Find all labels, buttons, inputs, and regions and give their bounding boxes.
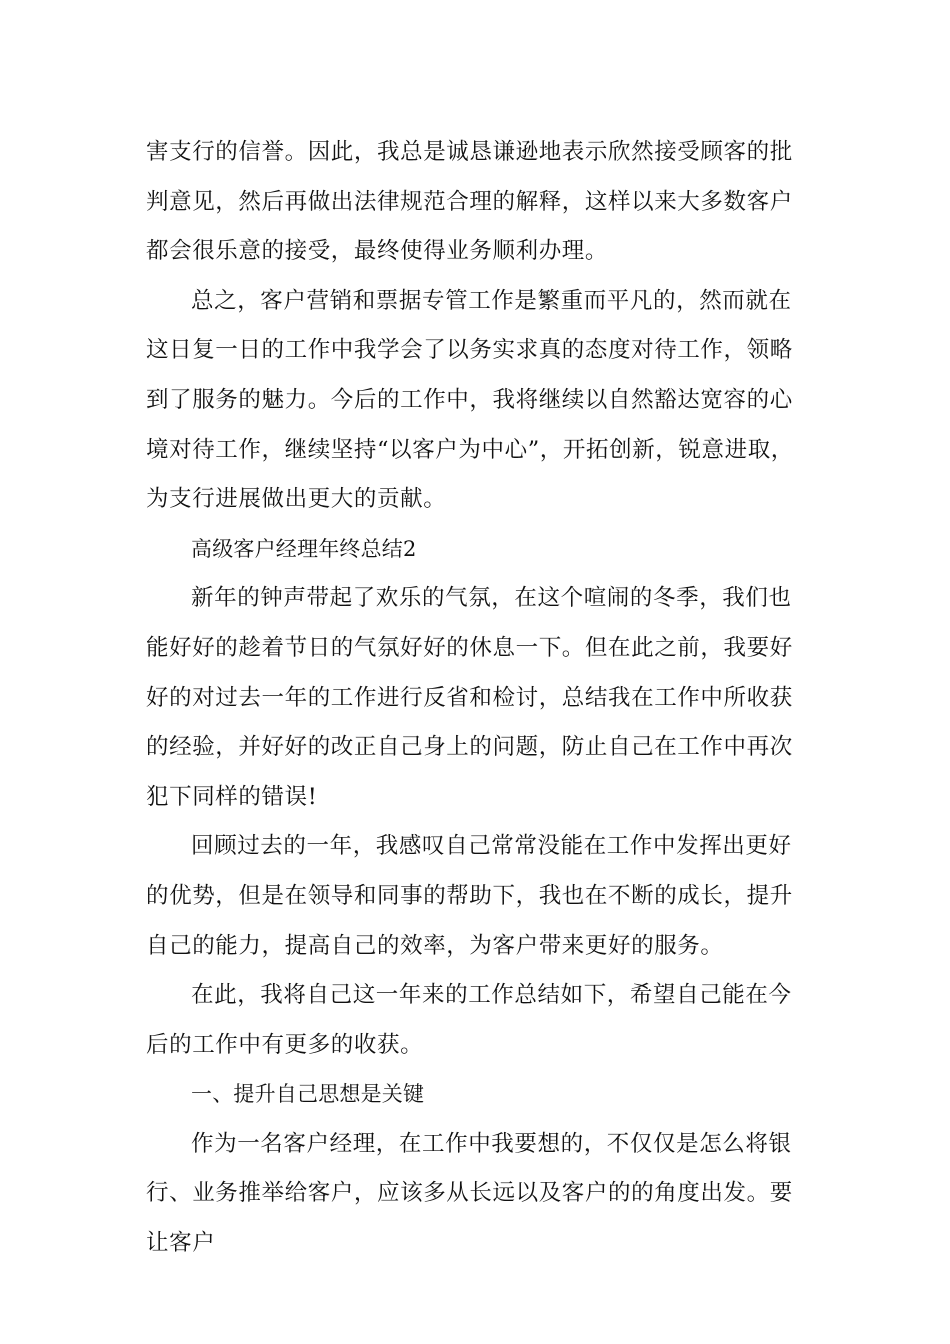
- paragraph: 新年的钟声带起了欢乐的气氛，在这个喧闹的冬季，我们也能好好的趁着节日的气氛好好的休息一下。但在此之前，我要好好的对过去一年的工作进行反省和检讨，总结我在工作中所收获的经验，并好好的改正自己身上的问题，防止自己在工作中再次犯下同样的错误!: [146, 585, 793, 810]
- paragraph: 在此，我将自己这一年来的工作总结如下，希望自己能在今后的工作中有更多的收获。: [146, 982, 792, 1058]
- paragraph: 作为一名客户经理，在工作中我要想的，不仅仅是怎么将银行、业务推举给客户，应该多从长远以及客户的的角度出发。要让客户: [146, 1130, 793, 1257]
- paragraph: 回顾过去的一年，我感叹自己常常没能在工作中发挥出更好的优势，但是在领导和同事的帮助下，我也在不断的成长，提升自己的能力，提高自己的效率，为客户带来更好的服务。: [146, 833, 793, 959]
- paragraph: 害支行的信誉。因此，我总是诚恳谦逊地表示欣然接受顾客的批判意见，然后再做出法律规范合理的解释，这样以来大多数客户都会很乐意的接受，最终使得业务顺利办理。: [146, 139, 793, 265]
- section-heading: 高级客户经理年终总结2: [191, 536, 417, 561]
- document-page: [146, 128, 811, 1269]
- paragraph: 总之，客户营销和票据专管工作是繁重而平凡的，然而就在这日复一日的工作中我学会了以务实求真的态度对待工作，领略到了服务的魅力。今后的工作中，我将继续以自然豁达宽容的心境对待工作，继续坚持“以客户为中心”，开拓创新，锐意进取，为支行进展做出更大的贡献。: [146, 287, 794, 513]
- section-heading: 一、提升自己思想是关键: [191, 1082, 425, 1107]
